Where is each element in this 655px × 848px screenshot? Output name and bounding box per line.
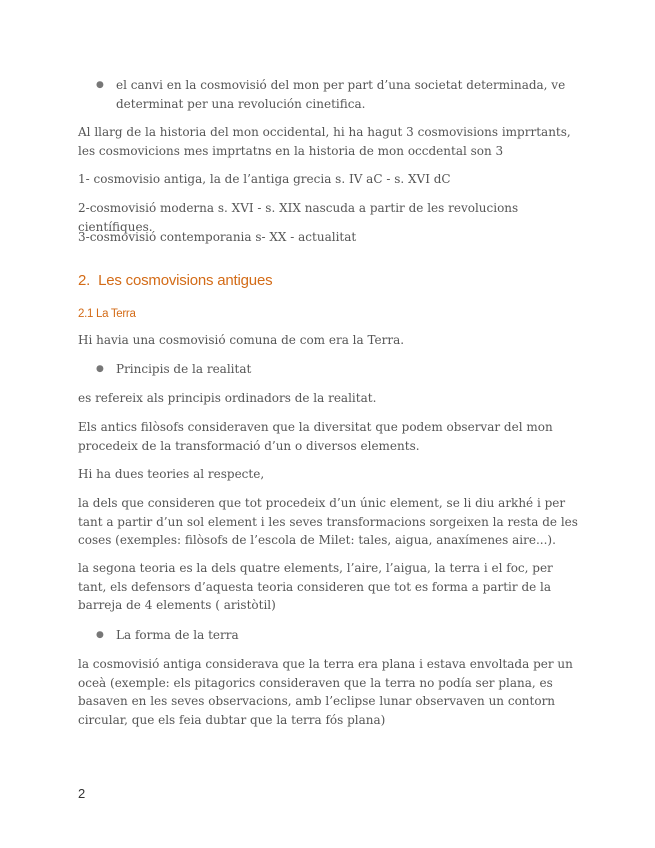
paragraph: es refereix als principis ordinadors de la realitat. bbox=[78, 391, 377, 405]
page-number: 2 bbox=[78, 786, 86, 801]
section-title: Les cosmovisions antigues bbox=[98, 272, 273, 289]
paragraph: la dels que consideren que tot procedeix d’un únic element, se li diu arkhé i per tant a partir d’un sol element i les seves transformacions sorgeixen la resta de les coses (exemples: filòsofs de l’escola de Milet: tales, aigua, anaxímenes aire...). bbox=[78, 496, 578, 547]
paragraph: Hi ha dues teories al respecte, bbox=[78, 467, 265, 481]
bullet-text: el canvi en la cosmovisió del mon per part d’una societat determinada, ve determinat per una revolución cinetifica. bbox=[116, 78, 566, 111]
section-heading bbox=[78, 272, 272, 289]
list-line: 3-cosmovisió contemporania s- XX - actualitat bbox=[78, 230, 357, 244]
subsection-heading: 2.1 La Terra bbox=[78, 308, 136, 320]
bullet-icon: ● bbox=[96, 630, 104, 640]
bullet-icon: ● bbox=[96, 364, 104, 374]
paragraph: la segona teoria es la dels quatre elements, l’aire, l’aigua, la terra i el foc, per tant, els defensors d’aquesta teoria consideren que tot es forma a partir de la barreja de 4 elements ( aristòtil) bbox=[78, 561, 553, 612]
list-line: 1- cosmovisio antiga, la de l’antiga grecia s. IV aC - s. XVI dC bbox=[78, 172, 451, 186]
paragraph: Els antics filòsofs consideraven que la diversitat que podem observar del mon procedeix de la transformació d’un o diversos elements. bbox=[78, 420, 553, 453]
paragraph: Al llarg de la historia del mon occidental, hi ha hagut 3 cosmovisions imprrtants, les cosmovicions mes imprtatns en la historia de mon occdental son 3 bbox=[78, 125, 571, 158]
list-line: 2-cosmovisió moderna s. XVI - s. XIX nascuda a partir de les revolucions científiques. bbox=[78, 201, 519, 234]
bullet-text: Principis de la realitat bbox=[116, 362, 252, 376]
paragraph: Hi havia una cosmovisió comuna de com era la Terra. bbox=[78, 333, 405, 347]
paragraph: la cosmovisió antiga considerava que la terra era plana i estava envoltada per un oceà (exemple: els pitagorics consideraven que la terra no podía ser plana, es basaven en les seves observacions, amb l’eclipse lunar observaven un contorn circular, que els feia dubtar que la terra fós plana) bbox=[78, 657, 573, 727]
bullet-icon: ● bbox=[96, 80, 104, 90]
section-number: 2. bbox=[78, 272, 91, 289]
bullet-text: La forma de la terra bbox=[116, 628, 239, 642]
